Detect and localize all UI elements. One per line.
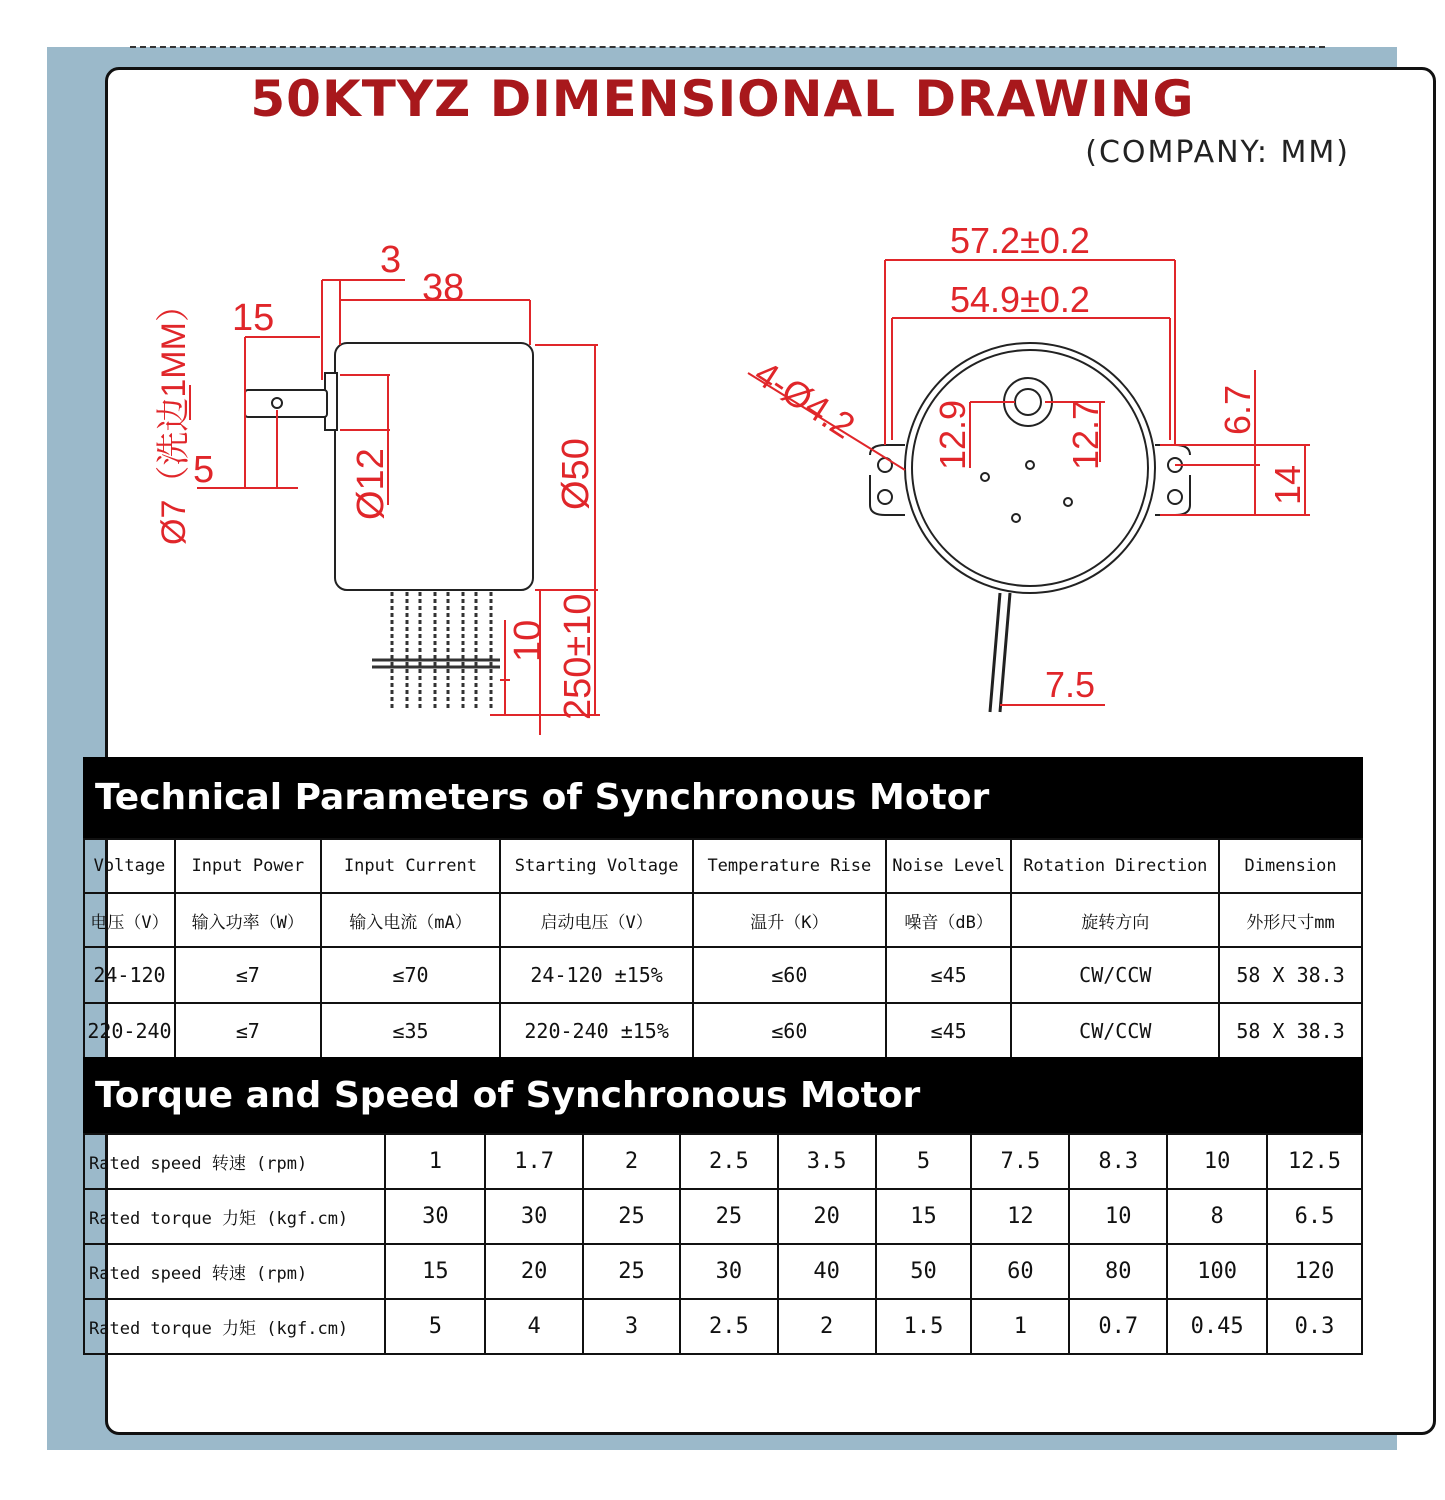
row-label: Rated torque 力矩 (kgf.cm) bbox=[84, 1189, 385, 1244]
torque-speed-table bbox=[83, 1133, 1363, 1355]
table-row bbox=[84, 1299, 1362, 1354]
column-header-cn: 噪音（dB） bbox=[886, 893, 1012, 947]
dim-holes: 4-Ø4.2 bbox=[747, 352, 863, 447]
table-row bbox=[84, 1189, 1362, 1244]
table-cell: 3 bbox=[583, 1299, 680, 1354]
table-row bbox=[84, 1244, 1362, 1299]
table-cell: CW/CCW bbox=[1011, 947, 1219, 1003]
table-cell: ≤45 bbox=[886, 947, 1012, 1003]
table-cell: ≤45 bbox=[886, 1003, 1012, 1059]
column-header-cn: 电压（V） bbox=[84, 893, 175, 947]
tech-table-title: Technical Parameters of Synchronous Motor bbox=[83, 757, 1363, 838]
column-header: Input Power bbox=[175, 839, 321, 893]
table-cell: 15 bbox=[876, 1189, 972, 1244]
table-row bbox=[84, 1003, 1362, 1059]
cable bbox=[990, 593, 1010, 712]
column-header: Input Current bbox=[321, 839, 501, 893]
dim-57: 57.2±0.2 bbox=[950, 220, 1090, 261]
dim-12: Ø12 bbox=[350, 448, 392, 520]
tech-parameters-table bbox=[83, 838, 1363, 1060]
table-cell: 2 bbox=[778, 1299, 876, 1354]
table-cell: ≤35 bbox=[321, 1003, 501, 1059]
table-row bbox=[84, 947, 1362, 1003]
table-cell: 15 bbox=[385, 1244, 485, 1299]
header-row-cn bbox=[84, 893, 1362, 947]
column-header-cn: 启动电压（V） bbox=[500, 893, 693, 947]
table-cell: CW/CCW bbox=[1011, 1003, 1219, 1059]
table-cell: 40 bbox=[778, 1244, 876, 1299]
table-cell: 30 bbox=[385, 1189, 485, 1244]
table-cell: ≤60 bbox=[693, 947, 886, 1003]
dim-12-7: 12.7 bbox=[1065, 399, 1106, 470]
table-cell: 25 bbox=[583, 1189, 680, 1244]
table-cell: 1.7 bbox=[485, 1134, 583, 1189]
table-cell: 50 bbox=[876, 1244, 972, 1299]
table-cell: 5 bbox=[876, 1134, 972, 1189]
dim-15: 15 bbox=[232, 297, 275, 339]
dim-12-9: 12.9 bbox=[932, 399, 973, 470]
table-cell: 10 bbox=[1069, 1189, 1167, 1244]
dim-10: 10 bbox=[507, 619, 549, 662]
table-cell: ≤7 bbox=[175, 947, 321, 1003]
dim-54: 54.9±0.2 bbox=[950, 279, 1090, 320]
table-cell: 12 bbox=[971, 1189, 1069, 1244]
table-cell: ≤70 bbox=[321, 947, 501, 1003]
table-cell: 5 bbox=[385, 1299, 485, 1354]
table-cell: 58 X 38.3 bbox=[1219, 947, 1362, 1003]
dim-14: 14 bbox=[1267, 464, 1308, 505]
unit-label: (COMPANY: MM) bbox=[1085, 135, 1350, 170]
dim-shaft: Ø7（洗边1MM） bbox=[155, 288, 193, 545]
table-cell: ≤7 bbox=[175, 1003, 321, 1059]
column-header: Dimension bbox=[1219, 839, 1362, 893]
dim-50: Ø50 bbox=[555, 438, 597, 510]
table-cell: 2.5 bbox=[680, 1134, 778, 1189]
table-cell: 0.7 bbox=[1069, 1299, 1167, 1354]
dim-38: 38 bbox=[422, 267, 465, 309]
table-cell: 30 bbox=[485, 1189, 583, 1244]
table-cell: 2.5 bbox=[680, 1299, 778, 1354]
table-cell: ≤60 bbox=[693, 1003, 886, 1059]
table-cell: 24-120 bbox=[84, 947, 175, 1003]
row-label: Rated torque 力矩 (kgf.cm) bbox=[84, 1299, 385, 1354]
table-cell: 8 bbox=[1167, 1189, 1267, 1244]
lead-wires bbox=[372, 592, 500, 710]
mount-hole bbox=[878, 490, 892, 504]
table-cell: 120 bbox=[1267, 1244, 1362, 1299]
table-cell: 58 X 38.3 bbox=[1219, 1003, 1362, 1059]
table-row bbox=[84, 1134, 1362, 1189]
row-label: Rated speed 转速 (rpm) bbox=[84, 1244, 385, 1299]
dim-7-5: 7.5 bbox=[1045, 664, 1096, 705]
column-header: Noise Level bbox=[886, 839, 1012, 893]
table-cell: 100 bbox=[1167, 1244, 1267, 1299]
table-cell: 4 bbox=[485, 1299, 583, 1354]
table-cell: 220-240 ±15% bbox=[500, 1003, 693, 1059]
table-cell: 3.5 bbox=[778, 1134, 876, 1189]
shaft bbox=[245, 390, 327, 417]
table-cell: 12.5 bbox=[1267, 1134, 1362, 1189]
table-cell: 6.5 bbox=[1267, 1189, 1362, 1244]
dim-lead: 250±10 bbox=[557, 593, 599, 720]
table-cell: 1.5 bbox=[876, 1299, 972, 1354]
table-cell: 1 bbox=[971, 1299, 1069, 1354]
table-cell: 2 bbox=[583, 1134, 680, 1189]
table-cell: 7.5 bbox=[971, 1134, 1069, 1189]
table-cell: 25 bbox=[680, 1189, 778, 1244]
row-label: Rated speed 转速 (rpm) bbox=[84, 1134, 385, 1189]
column-header-cn: 温升（K） bbox=[693, 893, 886, 947]
column-header-cn: 输入功率（W） bbox=[175, 893, 321, 947]
table-cell: 8.3 bbox=[1069, 1134, 1167, 1189]
table-cell: 30 bbox=[680, 1244, 778, 1299]
dim-5: 5 bbox=[193, 449, 215, 491]
mount-hole bbox=[1168, 490, 1182, 504]
column-header-cn: 外形尺寸mm bbox=[1219, 893, 1362, 947]
table-cell: 25 bbox=[583, 1244, 680, 1299]
table-cell: 220-240 bbox=[84, 1003, 175, 1059]
table-cell: 0.3 bbox=[1267, 1299, 1362, 1354]
column-header-cn: 输入电流（mA） bbox=[321, 893, 501, 947]
header-row-en bbox=[84, 839, 1362, 893]
column-header: Rotation Direction bbox=[1011, 839, 1219, 893]
column-header: Voltage bbox=[84, 839, 175, 893]
column-header: Temperature Rise bbox=[693, 839, 886, 893]
front-view bbox=[870, 343, 1190, 712]
dim-6-7: 6.7 bbox=[1217, 384, 1258, 435]
torque-table-title: Torque and Speed of Synchronous Motor bbox=[83, 1057, 1363, 1133]
table-cell: 10 bbox=[1167, 1134, 1267, 1189]
table-cell: 20 bbox=[778, 1189, 876, 1244]
table-cell: 0.45 bbox=[1167, 1299, 1267, 1354]
dim-3: 3 bbox=[380, 239, 402, 281]
table-cell: 20 bbox=[485, 1244, 583, 1299]
page-title: 50KTYZ DIMENSIONAL DRAWING bbox=[250, 70, 1195, 128]
column-header: Starting Voltage bbox=[500, 839, 693, 893]
table-cell: 60 bbox=[971, 1244, 1069, 1299]
table-cell: 80 bbox=[1069, 1244, 1167, 1299]
table-cell: 1 bbox=[385, 1134, 485, 1189]
column-header-cn: 旋转方向 bbox=[1011, 893, 1219, 947]
table-cell: 24-120 ±15% bbox=[500, 947, 693, 1003]
